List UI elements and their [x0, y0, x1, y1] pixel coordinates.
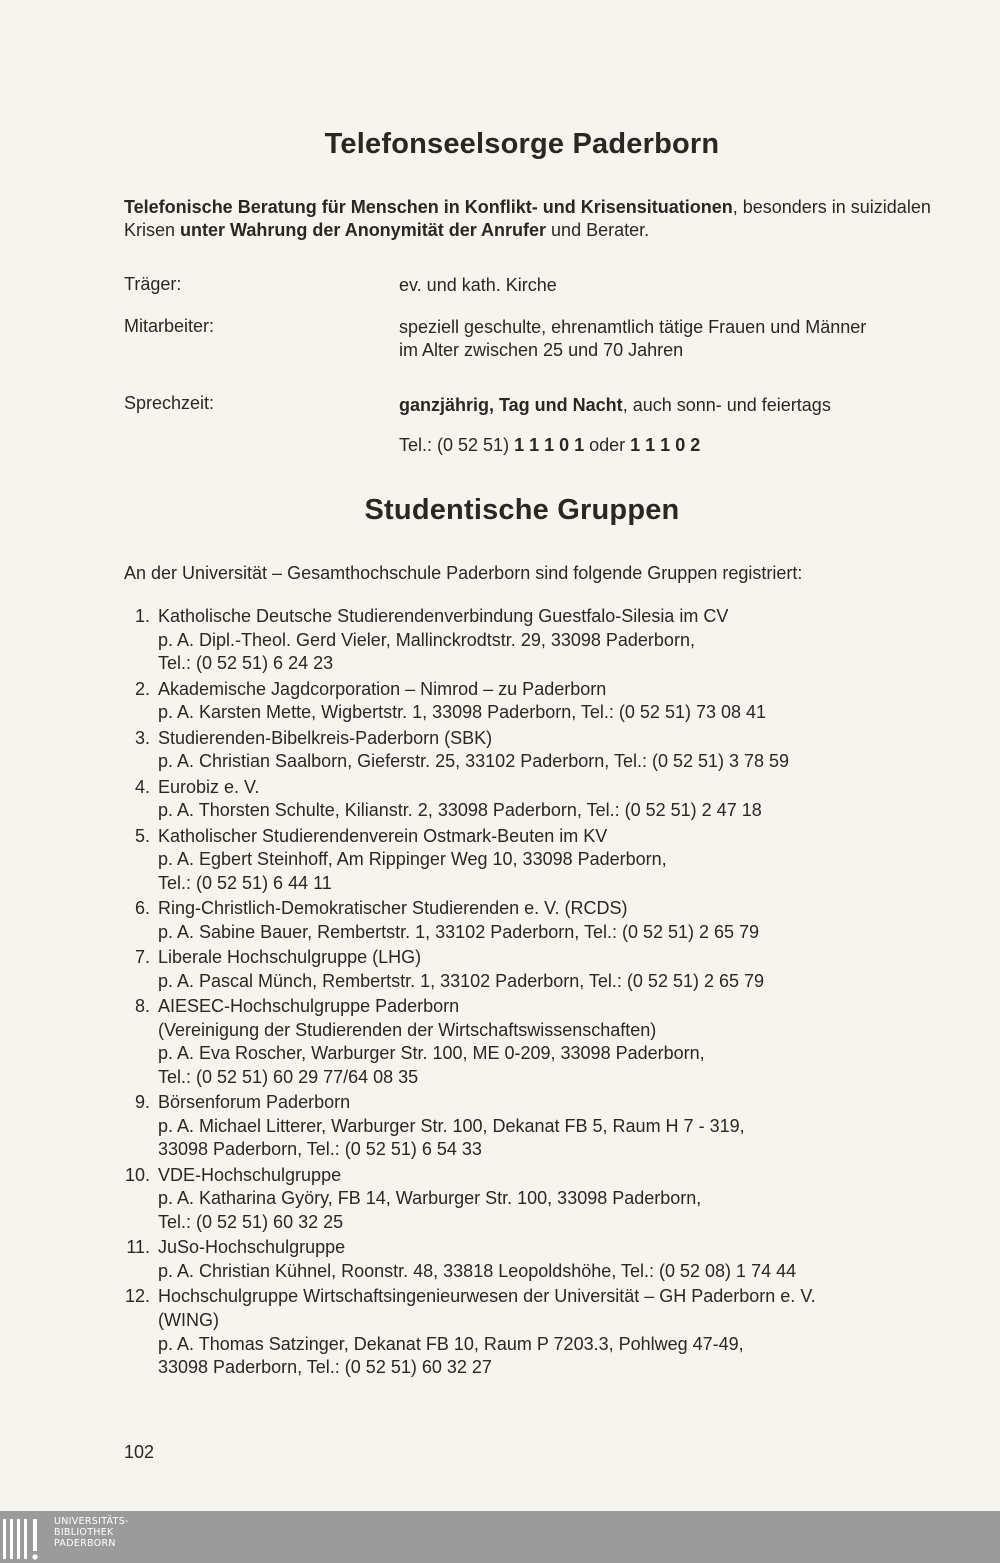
section-title-studentische-gruppen: Studentische Gruppen	[364, 494, 680, 526]
group-list-item	[124, 825, 934, 896]
section-title-telefonseelsorge: Telefonseelsorge Paderborn	[324, 128, 720, 160]
group-number: 1.	[134, 606, 150, 626]
group-number: 10.	[124, 1164, 150, 1185]
group-number: 11.	[126, 1237, 150, 1258]
library-logo-text	[54, 1516, 129, 1549]
page-number: 102	[124, 1442, 155, 1462]
group-name: Eurobiz e. V.	[158, 776, 260, 797]
group-number: 5.	[134, 825, 150, 846]
telephone-line	[399, 434, 939, 457]
group-detail-line: p. A. Eva Roscher, Warburger Str. 100, ME 0-209, 33098 Paderborn,	[158, 1043, 705, 1064]
tel-or: oder	[584, 435, 631, 455]
group-name: Akademische Jagdcorporation – Nimrod – zu Paderborn	[158, 678, 607, 699]
group-detail-line: p. A. Christian Kühnel, Roonstr. 48, 33818 Leopoldshöhe, Tel.: (0 52 08) 1 74 44	[158, 1261, 797, 1281]
group-list-item	[124, 995, 934, 1089]
group-name: VDE-Hochschulgruppe	[158, 1164, 342, 1185]
telefonseelsorge-intro	[124, 196, 934, 242]
group-list-item	[124, 605, 934, 676]
group-detail-line: 33098 Paderborn, Tel.: (0 52 51) 6 54 33	[158, 1139, 482, 1160]
group-number: 2.	[134, 678, 150, 699]
group-list-item	[124, 727, 934, 774]
gruppen-intro: An der Universität – Gesamthochschule Paderborn sind folgende Gruppen registriert:	[124, 563, 803, 583]
group-name: Katholische Deutsche Studierendenverbindung Guestfalo-Silesia im CV	[158, 606, 729, 626]
group-detail-line: p. A. Dipl.-Theol. Gerd Vieler, Mallinckrodtstr. 29, 33098 Paderborn,	[158, 629, 695, 650]
group-name: Studierenden-Bibelkreis-Paderborn (SBK)	[158, 727, 493, 748]
group-detail-line: Tel.: (0 52 51) 60 32 25	[158, 1212, 344, 1233]
mitarbeiter-label: Mitarbeiter:	[124, 316, 215, 336]
group-name: Liberale Hochschulgruppe (LHG)	[158, 947, 422, 968]
group-number: 8.	[134, 996, 150, 1017]
mitarbeiter-value	[399, 316, 939, 362]
mitarbeiter-value-line-2: im Alter zwischen 25 und 70 Jahren	[399, 340, 684, 360]
group-list-item	[124, 946, 934, 993]
group-detail-line: Tel.: (0 52 51) 60 29 77/64 08 35	[158, 1066, 419, 1087]
group-name: JuSo-Hochschulgruppe	[158, 1237, 346, 1258]
sprechzeit-label: Sprechzeit:	[124, 393, 215, 413]
group-list-item	[124, 1164, 934, 1235]
sprechzeit-text: , auch sonn- und feiertags	[622, 395, 831, 415]
group-list-item	[124, 776, 934, 823]
sprechzeit-value	[399, 394, 939, 417]
group-list-item	[124, 897, 934, 944]
group-number: 9.	[134, 1092, 150, 1113]
traeger-value: ev. und kath. Kirche	[399, 275, 557, 295]
group-name: Börsenforum Paderborn	[158, 1092, 351, 1113]
logo-line-1: UNIVERSITÄTS-	[54, 1516, 129, 1527]
group-detail-line: p. A. Michael Litterer, Warburger Str. 100, Dekanat FB 5, Raum H 7 - 319,	[158, 1115, 745, 1136]
group-detail-line: p. A. Christian Saalborn, Gieferstr. 25, 33102 Paderborn, Tel.: (0 52 51) 3 78 59	[158, 751, 790, 772]
group-list-item	[124, 1236, 934, 1283]
group-detail-line: Tel.: (0 52 51) 6 44 11	[158, 872, 332, 893]
group-number: 6.	[134, 898, 150, 919]
group-number: 7.	[134, 947, 150, 968]
group-number: 4.	[134, 776, 150, 797]
group-detail-line: Tel.: (0 52 51) 6 24 23	[158, 653, 334, 674]
group-detail-line: p. A. Sabine Bauer, Rembertstr. 1, 33102 Paderborn, Tel.: (0 52 51) 2 65 79	[158, 921, 760, 942]
group-number: 12.	[124, 1286, 150, 1307]
group-number: 3.	[134, 727, 150, 748]
mitarbeiter-value-line-1: speziell geschulte, ehrenamtlich tätige Frauen und Männer	[399, 317, 867, 337]
group-name: Ring-Christlich-Demokratischer Studierenden e. V. (RCDS)	[158, 898, 628, 919]
intro-bold-2: unter Wahrung der Anonymität der Anrufer	[180, 220, 547, 240]
library-footer-bar	[0, 1511, 1000, 1563]
group-detail-line: 33098 Paderborn, Tel.: (0 52 51) 60 32 27	[158, 1357, 492, 1378]
group-detail-line: p. A. Thorsten Schulte, Kilianstr. 2, 33098 Paderborn, Tel.: (0 52 51) 2 47 18	[158, 800, 762, 821]
group-name: AIESEC-Hochschulgruppe Paderborn	[158, 996, 460, 1017]
group-list-item	[124, 1285, 934, 1379]
group-detail-line: p. A. Thomas Satzinger, Dekanat FB 10, Raum P 7203.3, Pohlweg 47-49,	[158, 1333, 744, 1354]
group-detail-line: p. A. Pascal Münch, Rembertstr. 1, 33102 Paderborn, Tel.: (0 52 51) 2 65 79	[158, 970, 765, 991]
tel-number-1: 1 1 1 0 1	[514, 435, 585, 455]
traeger-label: Träger:	[124, 274, 182, 294]
logo-line-3: PADERBORN	[54, 1538, 116, 1549]
intro-text-2: und Berater.	[546, 220, 650, 240]
group-detail-line: (WING)	[158, 1309, 219, 1330]
sprechzeit-bold: ganzjährig, Tag und Nacht	[399, 395, 623, 415]
intro-text-1: , besonders in suizidalen Krisen	[124, 197, 931, 240]
group-list-item	[124, 1091, 934, 1162]
tel-prefix: Tel.: (0 52 51)	[399, 435, 515, 455]
tel-number-2: 1 1 1 0 2	[630, 435, 701, 455]
logo-line-2: BIBLIOTHEK	[54, 1527, 114, 1538]
group-detail-line: (Vereinigung der Studierenden der Wirtschaftswissenschaften)	[158, 1019, 657, 1040]
groups-list	[124, 605, 934, 1382]
library-logo-icon	[0, 1517, 48, 1563]
group-name: Katholischer Studierendenverein Ostmark-Beuten im KV	[158, 825, 608, 846]
group-name: Hochschulgruppe Wirtschaftsingenieurwesen der Universität – GH Paderborn e. V.	[158, 1286, 816, 1307]
intro-bold-1: Telefonische Beratung für Menschen in Konflikt- und Krisensituationen	[124, 197, 733, 217]
group-detail-line: p. A. Egbert Steinhoff, Am Rippinger Weg 10, 33098 Paderborn,	[158, 849, 667, 870]
group-detail-line: p. A. Karsten Mette, Wigbertstr. 1, 33098 Paderborn, Tel.: (0 52 51) 73 08 41	[158, 702, 767, 723]
group-list-item	[124, 678, 934, 725]
group-detail-line: p. A. Katharina Györy, FB 14, Warburger Str. 100, 33098 Paderborn,	[158, 1188, 702, 1209]
